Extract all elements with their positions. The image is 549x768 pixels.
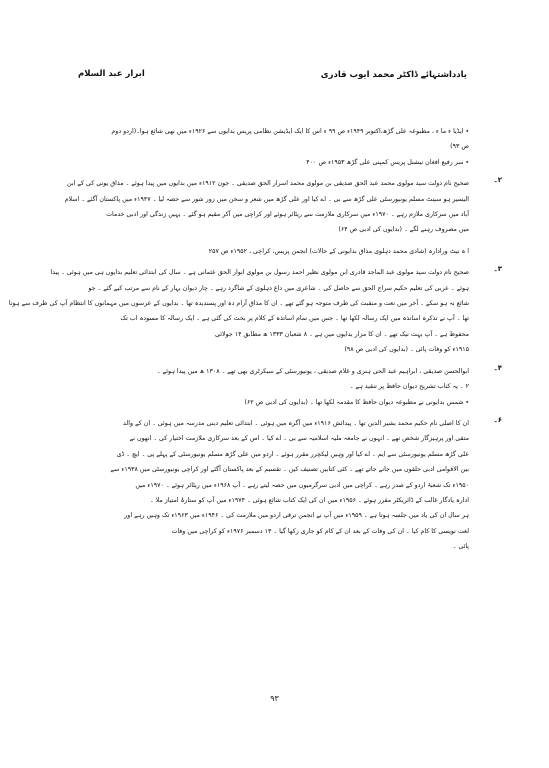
text-line: ٭ سر رفیع افغان نیشنل پریس کمپنی علی گڑھ ۱۹۵۳ء ص ۴۰۰	[306, 158, 469, 166]
text-line: بین الاقوامی ادبی حلقوں میں جانے جاتے تھے ۔ کئی کتابیں تصنیف کیں ۔ تقسیم کے بعد پاکستان آگئے اور کراچی یونیورسٹی میں ۱۹۳۸ء سے	[110, 466, 469, 474]
text-line: الیسیر ہو سینٹ مسلم یونیورسٹی علی گڑھ سے بی ۔ اے کیا اور علی گڑھ میں شعر و سخن میں زور شور سے حصہ لیا ۔ ۱۹۴۷ء میں پاکستان آگئے ۔ اسلام	[64, 195, 469, 203]
note-block	[63, 244, 469, 259]
text-line: میں مصروف رہنے لگے ۔ (بدایوں کی ادبی ص ۶۴)	[338, 226, 469, 234]
text-line: تھا ۔ آپ نے تذکرہ اساتذہ میں ایک رسالہ لکھا تھا ۔ جس میں تمام اساتذہ کے کلام پر بحث کی گئی ہے ۔ ایک رسالہ کا مسودہ اب تک	[120, 315, 469, 323]
text-line: ہوئے ۔ عربی کی تعلیم حکیم سراج الحق سے حاصل کی ۔ شاعری میں داغ دہلوی کے شاگرد رہے ۔ چار دیوان بہار کے نام سے مرتب کیے گئے ۔ جو	[88, 284, 469, 292]
text-line: ۱۹۵۰ء تک شعبۂ اردو کے صدر رہے ۔ کراچی میں ادبی سرگرمیوں میں حصہ لیتے رہے ۔ آپ ۱۹۶۸ء میں ریٹائر ہوئے ۔ ۱۹۷۰ء میں	[135, 481, 469, 489]
text-line: ہر سال ان کی یاد میں جلسہ ہوتا ہے ۔ ۱۹۵۹ء میں آپ نے انجمن ترقی اردو میں ملازمت کی ۔ ۱۹۴۶ء میں ۱۹۶۳ء تک وہیں رہے اور	[124, 512, 469, 520]
header-title: یادداشتہائے ڈاکٹر محمد ایوب قادری	[320, 70, 467, 80]
text-line: ٭ ایڈیا ء ما ء ، مطبوعہ علی گڑھ،اکتوبر ۱۹۴۹ء ص ۹۹ ء اس کا ایک ایڈیشن نظامی پریس بدایوں سے ۱۹۲۶ء میں بھی شائع ہوا۔(اردو دوم	[111, 128, 469, 135]
page-number: ۹۳	[270, 694, 279, 703]
note-number: ۶۔	[493, 415, 502, 424]
text-line: صحیح نام دولت سید مولوی عبد الماجد قادری ابن مولوی نظیر احمد رسول بن مولوی انوار الحق عثمانی ہے ۔ سال کی ابتدائی تعلیم بدایوں ہی میں ہوئی ۔ پیدا	[50, 269, 469, 277]
note-block	[63, 176, 502, 238]
text-line: ا ہ نیٹ ورادارہ (شادی محمد دہلوی مذاق بدایونی کے حالات) انجمن پریس، کراچی ، ۱۹۵۲ء ص ۲۵۷	[208, 247, 469, 255]
note-block	[8, 265, 502, 357]
text-line: ٭ شمس بدایونی نے مطبوعہ دیوان حافظ کا مقدمہ لکھا تھا ۔ (بدایوں کی ادبی ص ۶۲)	[244, 398, 469, 406]
text-line: ص ۹۳)	[450, 143, 469, 151]
text-line: ابوالحسن صدیقی ، ابراہیم عبد الحی ہنری و غلام صدیقی ، یونیورسٹی کے سیکرٹری بھی تھے ۔ ۱۳۰۸ ھ میں پیدا ہوئے ۔	[156, 367, 469, 375]
text-line: شائع نہ ہو سکے ۔ آخر میں نعت و منقبت کی طرف متوجہ ہو گئے تھے ۔ ان کا مذاق آرام دہ اور پسندیدہ تھا ۔ بدایوں کے عرسوں میں مہمانوں کا انتظام آپ کی طرف سے ہوتا	[8, 300, 469, 308]
header-author: ابرار عبد السلام	[78, 69, 145, 79]
text-line: محفوظ ہے ۔ آپ بہت نیک تھے ۔ ان کا مزار بدایوں میں ہے ۔ ۸ شعبان ۱۳۳۳ ھ مطابق ۱۴ جولائی	[215, 330, 469, 338]
text-line: ۲ ۔ یہ کتاب تشریح دیوان حافظ پر تنقید ہے ۔	[349, 383, 469, 391]
text-line: پائی ۔	[452, 543, 469, 551]
text-line: لغت نویسی کا کام کیا ۔ ان کی وفات کے بعد ان کے کام کو جاری رکھا گیا ۔ ۱۳ دسمبر ۱۹۷۶ء کو کراچی میں وفات	[171, 527, 469, 535]
text-line: صحیح نام دولت سید مولوی محمد عبد الحق صدیقی بن مولوی محمد اسرار الحق صدیقی ۔ جون ۱۹۱۲ء میں بدایوں میں پیدا ہوئے ۔ مذاق یونی کی کے ابن	[67, 180, 469, 188]
text-line: ادارہ یادگار غالب کے ڈائریکٹر مقرر ہوئے ۔ ۱۹۵۶ء میں ان کی ایک کتاب شائع ہوئی ۔ ۱۹۷۴ء میں آپ کو ستارۂ امتیاز ملا ۔	[149, 496, 469, 504]
note-number: ۲۔	[493, 176, 502, 185]
text-line: ان کا اصلی نام حکیم محمد بشیر الدین تھا ۔ پیدائش ۱۹۱۶ء میں آگرہ میں ہوئی ۔ ابتدائی تعلیم دینی مدرسہ میں ہوئی ۔ ان کے والد	[123, 419, 469, 427]
text-line: ۱۹۱۵ء کو وفات پائی ۔ (بدایوں کی ادبی ص ۹۸)	[344, 346, 469, 354]
text-line: علی گڑھ مسلم یونیورسٹی سے ایم ۔ اے کیا اور وہیں لیکچرر مقرر ہوئے ۔ اردو میں علی گڑھ مسلم یونیورسٹی کے پہلے پی ۔ ایچ ۔ ڈی	[116, 450, 469, 458]
note-number: ۴۔	[493, 363, 502, 372]
note-block	[63, 363, 502, 410]
footnotes-body	[8, 124, 502, 678]
text-line: آباد میں سرکاری ملازم رہے ۔ ۱۹۷۰ء میں سرکاری ملازمت سے ریٹائر ہوئے اور کراچی میں آکر مقیم ہو گئے ۔ یہیں زندگی اور ادبی خدمات	[106, 211, 469, 219]
note-number: ۳۔	[493, 265, 502, 274]
text-line: متقی اور پرہیزگار شخص تھے ۔ انہوں نے جامعہ ملیہ اسلامیہ سے بی ۔ اے کیا ۔ اس کے بعد سرکاری ملازمت اختیار کی ۔ انھوں نے	[129, 435, 469, 443]
note-block	[63, 415, 502, 555]
note-block	[63, 124, 469, 170]
